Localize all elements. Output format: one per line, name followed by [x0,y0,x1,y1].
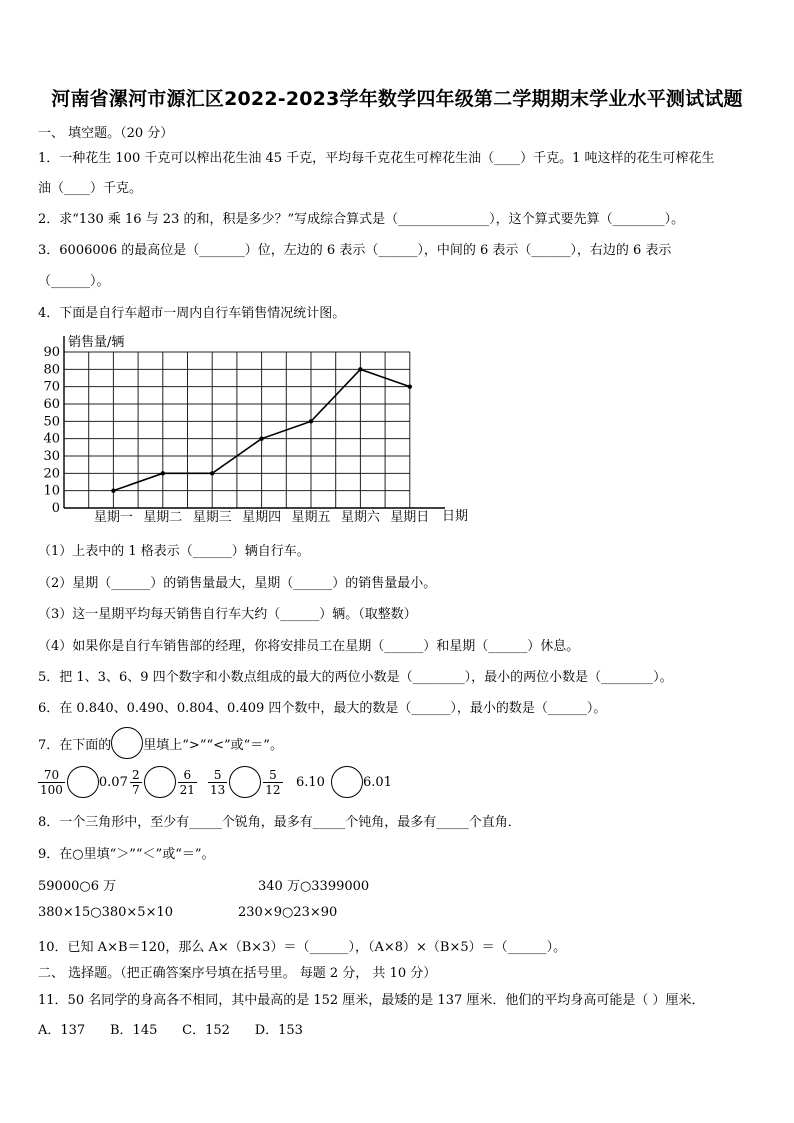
question-9-c: 380×15○380×5×10 [38,905,174,920]
y-tick-label: 0 [51,501,60,516]
y-tick-label: 20 [43,466,60,482]
fraction-denominator: 12 [265,782,281,797]
fraction-5-12 [263,768,282,797]
compare-value: 0.07 [98,774,128,790]
question-7-suffix: 里填上“>”“<”或“＝”。 [143,737,283,753]
data-point [161,471,165,475]
fraction-denominator: 13 [210,782,226,797]
fraction-denominator: 7 [132,782,140,797]
compare-item-1 [36,766,128,798]
question-11: 11．50 名同学的身高各不相同，其中最高的是 152 厘米，最矮的是 137 厘米．他们的平均身高可能是（ ）厘米． [38,993,705,1008]
fraction-numerator: 6 [178,768,197,783]
y-tick-label: 40 [43,431,60,447]
x-tick-label: 星期一 [93,510,133,525]
fraction-5-13 [208,768,227,797]
fraction-denominator: 100 [40,782,63,797]
fraction-numerator: 70 [38,768,65,783]
question-7 [38,727,283,759]
y-tick-label: 10 [43,483,60,499]
answer-circle[interactable] [67,766,99,798]
x-tick-label: 星期日 [390,510,430,525]
question-5: 5．把 1、3、6、9 四个数字和小数点组成的最大的两位小数是（________），最小的两位小数是（________）。 [38,670,673,685]
y-tick-label: 30 [43,449,60,464]
answer-circle[interactable] [331,766,363,798]
question-9-a: 59000○6 万 [38,879,117,894]
x-tick-label: 星期六 [340,510,380,525]
question-10: 10．已知 A×B＝120，那么 A×（B×3）＝（______），（A×8）×（B×5）＝（______）。 [38,940,567,955]
fraction-denominator: 21 [179,782,195,797]
fraction-numerator: 5 [263,768,282,783]
compare-value: 6.10 [296,774,325,790]
section-heading-choice: 二、 选择题。（把正确答案序号填在括号里。 每题 2 分， 共 10 分） [38,966,437,981]
question-4-1: （1）上表中的 1 格表示（______）辆自行车。 [38,544,310,559]
y-tick-label: 90 [43,345,60,360]
answer-circle[interactable] [229,766,261,798]
compare-value: 6.01 [362,774,392,790]
question-4-2: （2）星期（______）的销售量最大，星期（______）的销售量最小。 [38,576,437,591]
data-point [358,367,362,371]
answer-circle[interactable] [111,727,143,759]
question-7-prefix: 7．在下面的 [38,737,112,753]
compare-item-2 [128,766,199,798]
question-3-line-1: 3．6006006 的最高位是（_______）位，左边的 6 表示（______），中间的 6 表示（______），右边的 6 表示 [38,243,672,258]
sales-line-chart [30,328,480,530]
y-axis-label: 销售量/辆 [68,335,125,350]
question-9-b: 340 万○3399000 [258,879,370,894]
answer-circle[interactable] [144,766,176,798]
question-8: 8．一个三角形中，至少有_____个锐角，最多有_____个钝角，最多有_____个直角． [38,815,521,830]
fraction-6-21 [178,768,197,797]
section-heading-fill: 一、 填空题。（20 分） [38,126,174,141]
data-point [408,384,412,388]
question-4-4: （4）如果你是自行车销售部的经理，你将安排员工在星期（______）和星期（______）休息。 [38,639,580,654]
question-1-line-1: 1．一种花生 100 千克可以榨出花生油 45 千克，平均每千克花生可榨花生油（____）千克。1 吨这样的花生可榨花生 [38,151,715,166]
x-tick-label: 星期四 [242,510,282,525]
x-axis-label: 日期 [442,509,469,524]
question-4: 4．下面是自行车超市一周内自行车销售情况统计图。 [38,306,346,321]
x-tick-label: 星期二 [143,510,183,525]
question-2: 2．求“130 乘 16 与 23 的和，积是多少？”写成综合算式是（______________），这个算式要先算（________）。 [38,212,685,227]
x-tick-label: 星期五 [291,510,331,525]
question-3-line-2: （______）。 [38,274,110,289]
data-point [111,488,115,492]
data-point [259,436,263,440]
question-9-d: 230×9○23×90 [238,905,338,920]
fraction-numerator: 2 [132,767,140,782]
data-point [210,471,214,475]
y-tick-label: 70 [43,379,60,395]
question-4-3: （3）这一星期平均每天销售自行车大约（______）辆。（取整数） [38,607,417,622]
question-11-options: A．137 B．145 C．152 D．153 [38,1023,303,1038]
data-point [309,419,313,423]
question-9: 9．在○里填“＞”“＜”或“＝”。 [38,847,215,862]
fraction-70-100 [38,768,65,797]
compare-item-3 [206,766,285,798]
y-tick-label: 60 [43,397,60,412]
fraction-numerator: 5 [208,768,227,783]
compare-item-4 [296,766,392,798]
x-tick-label: 星期三 [192,510,232,525]
page-title: 河南省漯河市源汇区2022-2023学年数学四年级第二学期期末学业水平测试试题 [51,88,743,110]
fraction-2-7 [130,768,142,797]
question-1-line-2: 油（____）千克。 [38,181,143,196]
question-6: 6．在 0.840、0.490、0.804、0.409 四个数中，最大的数是（______），最小的数是（______）。 [38,701,607,716]
y-tick-label: 50 [43,414,60,430]
y-tick-label: 80 [43,362,60,378]
